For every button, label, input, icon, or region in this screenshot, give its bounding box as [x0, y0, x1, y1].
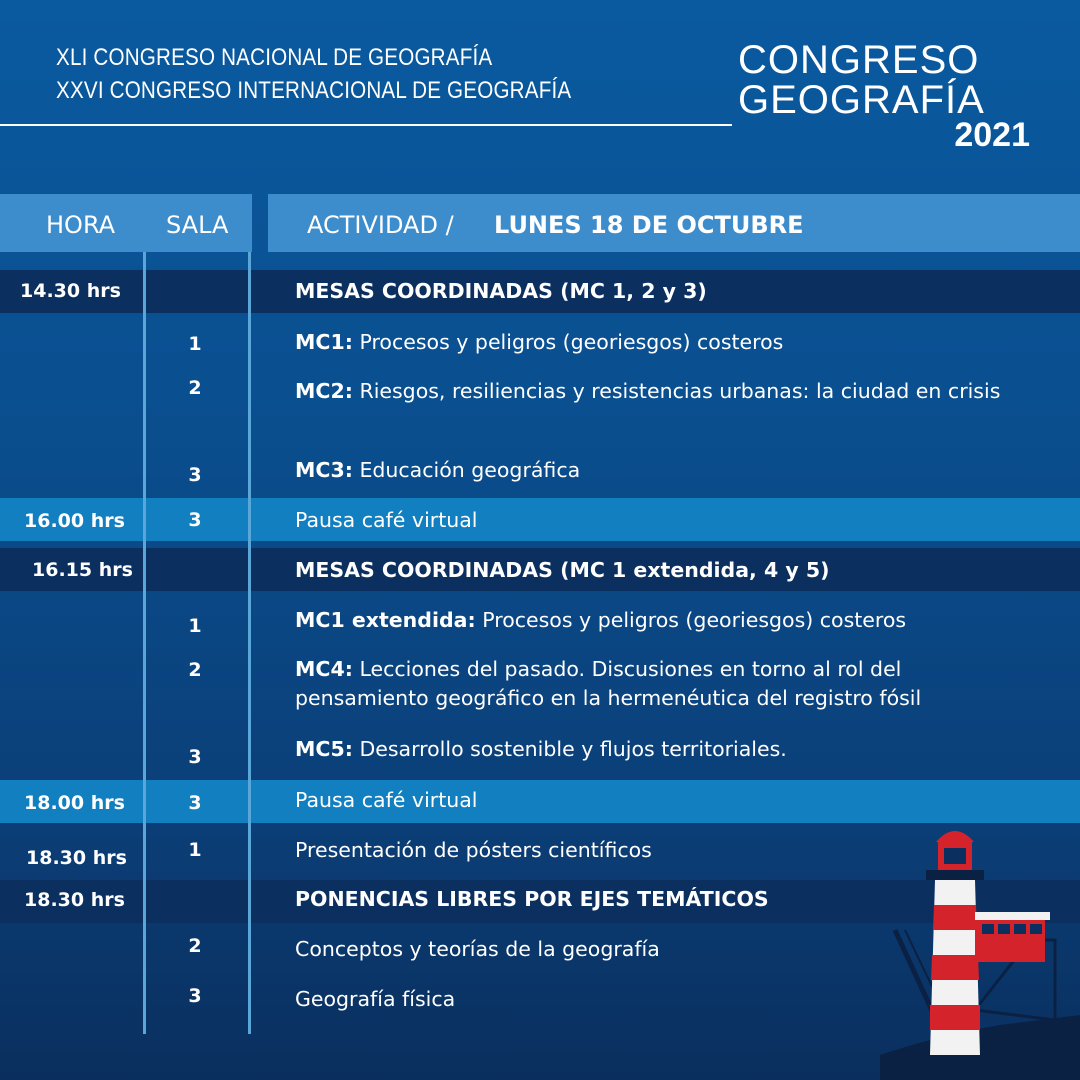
row-hora: 18.30 hrs	[24, 889, 125, 911]
row-activity-text: Presentación de pósters científicos	[295, 838, 652, 862]
row-activity	[295, 606, 1035, 635]
row-activity-label: MC1:	[295, 330, 353, 354]
logo-year: 2021	[954, 116, 1030, 154]
row-activity-text: Conceptos y teorías de la geografía	[295, 937, 660, 961]
row-activity-text: Riesgos, resiliencias y resistencias urbanas: la ciudad en crisis	[359, 379, 1001, 403]
row-sala: 3	[188, 746, 202, 768]
row-activity	[295, 328, 1035, 357]
row-hora: 18.30 hrs	[26, 847, 127, 869]
row-activity-label: MC2:	[295, 379, 353, 403]
row-activity-label: MC1 extendida:	[295, 608, 476, 632]
row-hora: 18.00 hrs	[24, 792, 125, 814]
row-sala: 3	[188, 985, 202, 1007]
row-sala: 1	[188, 615, 202, 637]
row-activity-label: MESAS COORDINADAS (MC 1 extendida, 4 y 5)	[295, 558, 830, 582]
row-activity	[295, 277, 1035, 306]
row-activity	[295, 456, 1035, 485]
row-activity-label: PONENCIAS LIBRES POR EJES TEMÁTICOS	[295, 887, 769, 911]
column-header-actividad: ACTIVIDAD /	[307, 211, 454, 239]
row-activity	[295, 506, 1035, 535]
logo-line1: CONGRESO	[738, 38, 980, 82]
row-activity	[295, 735, 1035, 764]
row-activity-text: Geografía física	[295, 987, 456, 1011]
column-header-sala: SALA	[166, 211, 229, 239]
logo-line2: GEOGRAFÍA	[738, 78, 985, 122]
lighthouse-illustration	[880, 820, 1080, 1080]
row-activity-label: MC4:	[295, 657, 353, 681]
row-hora: 16.00 hrs	[24, 510, 125, 532]
row-sala: 3	[188, 792, 202, 814]
row-activity-text: Desarrollo sostenible y flujos territoriales.	[359, 737, 787, 761]
row-hora: 14.30 hrs	[20, 280, 121, 302]
row-activity-text: Pausa café virtual	[295, 788, 478, 812]
row-activity-label: MESAS COORDINADAS (MC 1, 2 y 3)	[295, 279, 707, 303]
row-activity	[295, 786, 1035, 815]
row-hora: 16.15 hrs	[32, 559, 133, 581]
header-title-national: XLI CONGRESO NACIONAL DE GEOGRAFÍA	[56, 44, 493, 71]
row-activity-label: MC5:	[295, 737, 353, 761]
row-activity-text: Pausa café virtual	[295, 508, 478, 532]
row-activity	[295, 377, 1035, 406]
row-sala: 1	[188, 333, 202, 355]
header-divider	[0, 124, 732, 126]
row-activity-text: Educación geográfica	[359, 458, 581, 482]
row-activity-label: MC3:	[295, 458, 353, 482]
congress-logo	[738, 38, 1038, 158]
header-title-international: XXVI CONGRESO INTERNACIONAL DE GEOGRAFÍA	[56, 77, 572, 104]
row-sala: 2	[188, 935, 202, 957]
row-activity	[295, 556, 1035, 585]
row-sala: 3	[188, 464, 202, 486]
column-divider-sala	[248, 252, 251, 1034]
row-activity-text: Procesos y peligros (georiesgos) costeros	[359, 330, 784, 354]
row-sala: 2	[188, 659, 202, 681]
schedule-date: LUNES 18 DE OCTUBRE	[494, 211, 804, 239]
column-header-hora: HORA	[46, 211, 116, 239]
row-sala: 2	[188, 377, 202, 399]
column-divider-hora	[143, 252, 146, 1034]
row-sala: 3	[188, 509, 202, 531]
row-sala: 1	[188, 839, 202, 861]
row-activity	[295, 655, 1035, 713]
row-activity-text: Lecciones del pasado. Discusiones en torno al rol del pensamiento geográfico en la hermenéutica del registro fósil	[295, 657, 922, 710]
row-activity-text: Procesos y peligros (georiesgos) costeros	[482, 608, 907, 632]
